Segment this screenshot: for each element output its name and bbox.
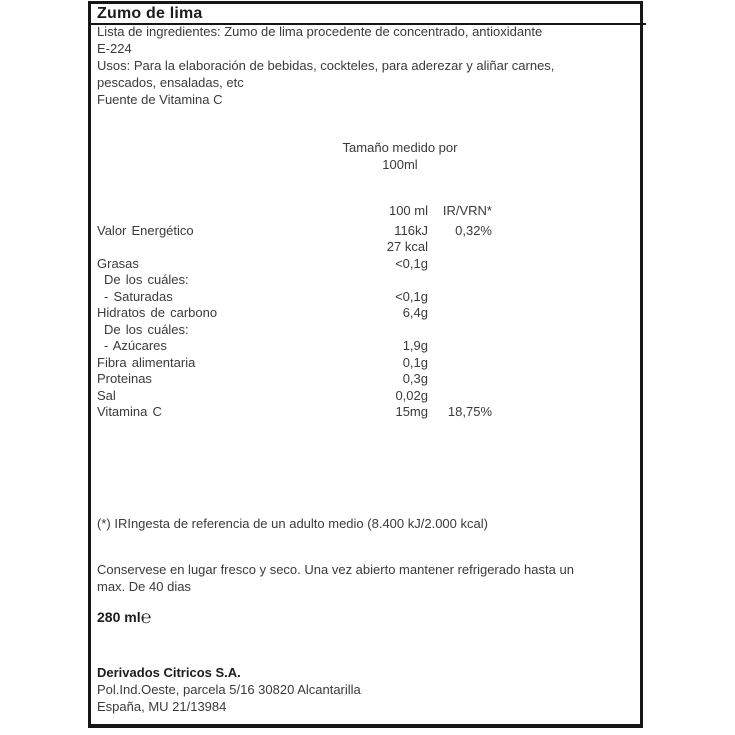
nutrient-ri <box>428 272 492 289</box>
nutrition-col-amount: 100 ml <box>388 203 428 218</box>
nutrient-value: 1,9g <box>402 338 428 353</box>
nutrient-label: Proteinas <box>97 371 152 386</box>
nutrient-label: Hidratos de carbono <box>97 305 218 320</box>
nutrient-label: Sal <box>97 387 116 403</box>
manufacturer-name: Derivados Citricos S.A. <box>97 665 241 680</box>
nutrient-label: Vitamina C <box>97 404 162 419</box>
nutrient-value <box>339 272 428 289</box>
nutrient-ri <box>428 239 492 256</box>
nutrient-value: 15mg <box>395 404 428 419</box>
nutrient-label: - Azúcares <box>104 338 167 353</box>
nutrient-value <box>339 322 428 339</box>
nutrient-ri: 0,32% <box>455 222 492 238</box>
nutrition-table <box>97 203 492 421</box>
usage-line: Usos: Para la elaboración de bebidas, cockteles, para aderezar y aliñar carnes, <box>97 58 555 73</box>
nutrient-label: Valor Energético <box>97 222 194 238</box>
nutrient-value: 0,02g <box>395 387 428 403</box>
nutrient-ri <box>428 305 492 322</box>
nutrient-value: 27 kcal <box>386 239 428 254</box>
nutrient-value: 6,4g <box>402 305 428 320</box>
nutrient-label: Fibra alimentaria <box>97 354 196 370</box>
nutrition-col-ri: IR/VRN* <box>442 203 492 218</box>
net-volume-value: 280 ml <box>97 609 141 625</box>
nutrient-ri: 18,75% <box>447 404 492 419</box>
nutrient-ri <box>428 256 492 273</box>
nutrient-ri <box>428 322 492 339</box>
vitamin-claim: Fuente de Vitamina C <box>97 92 223 107</box>
usage-line: pescados, ensaladas, etc <box>97 75 244 90</box>
storage-instructions <box>97 561 637 595</box>
serving-size-header <box>300 139 500 173</box>
reference-intake-footnote: (*) IRIngesta de referencia de un adulto medio (8.400 kJ/2.000 kcal) <box>97 516 488 531</box>
estimated-sign: ℮ <box>140 607 152 627</box>
nutrient-ri <box>428 355 492 372</box>
storage-line: Conservese en lugar fresco y seco. Una vez abierto mantener refrigerado hasta un <box>97 562 574 577</box>
nutrient-value: <0,1g <box>395 255 428 271</box>
label-title-bar <box>91 4 646 25</box>
ingredients-section <box>97 23 632 108</box>
storage-line: max. De 40 dias <box>97 579 191 594</box>
ingredients-line: Lista de ingredientes: Zumo de lima procedente de concentrado, antioxidante <box>97 24 543 39</box>
net-volume <box>97 607 151 628</box>
ingredients-line: E-224 <box>97 41 132 56</box>
nutrient-value: 0,1g <box>402 354 428 370</box>
manufacturer-country-reg: España, MU 21/13984 <box>97 699 227 714</box>
nutrient-label: De los cuáles: <box>104 272 189 287</box>
nutrient-value: <0,1g <box>395 288 428 304</box>
manufacturer-section <box>97 664 632 715</box>
nutrient-label: Grasas <box>97 255 139 271</box>
nutrition-label <box>88 1 643 728</box>
nutrient-label: De los cuáles: <box>104 321 189 337</box>
manufacturer-address: Pol.Ind.Oeste, parcela 5/16 30820 Alcantarilla <box>97 682 361 697</box>
nutrient-label: - Saturadas <box>104 288 173 304</box>
nutrient-ri <box>428 289 492 306</box>
nutrient-value: 0,3g <box>402 371 428 386</box>
nutrient-ri <box>428 338 492 355</box>
serving-size-line: 100ml <box>382 157 418 172</box>
nutrient-ri <box>428 388 492 405</box>
product-title: Zumo de lima <box>97 5 203 22</box>
nutrient-label <box>97 239 339 256</box>
nutrition-col-spacer <box>97 203 339 220</box>
nutrient-ri <box>428 371 492 388</box>
nutrient-value: 116kJ <box>394 222 428 238</box>
serving-size-line: Tamaño medido por <box>342 140 458 155</box>
